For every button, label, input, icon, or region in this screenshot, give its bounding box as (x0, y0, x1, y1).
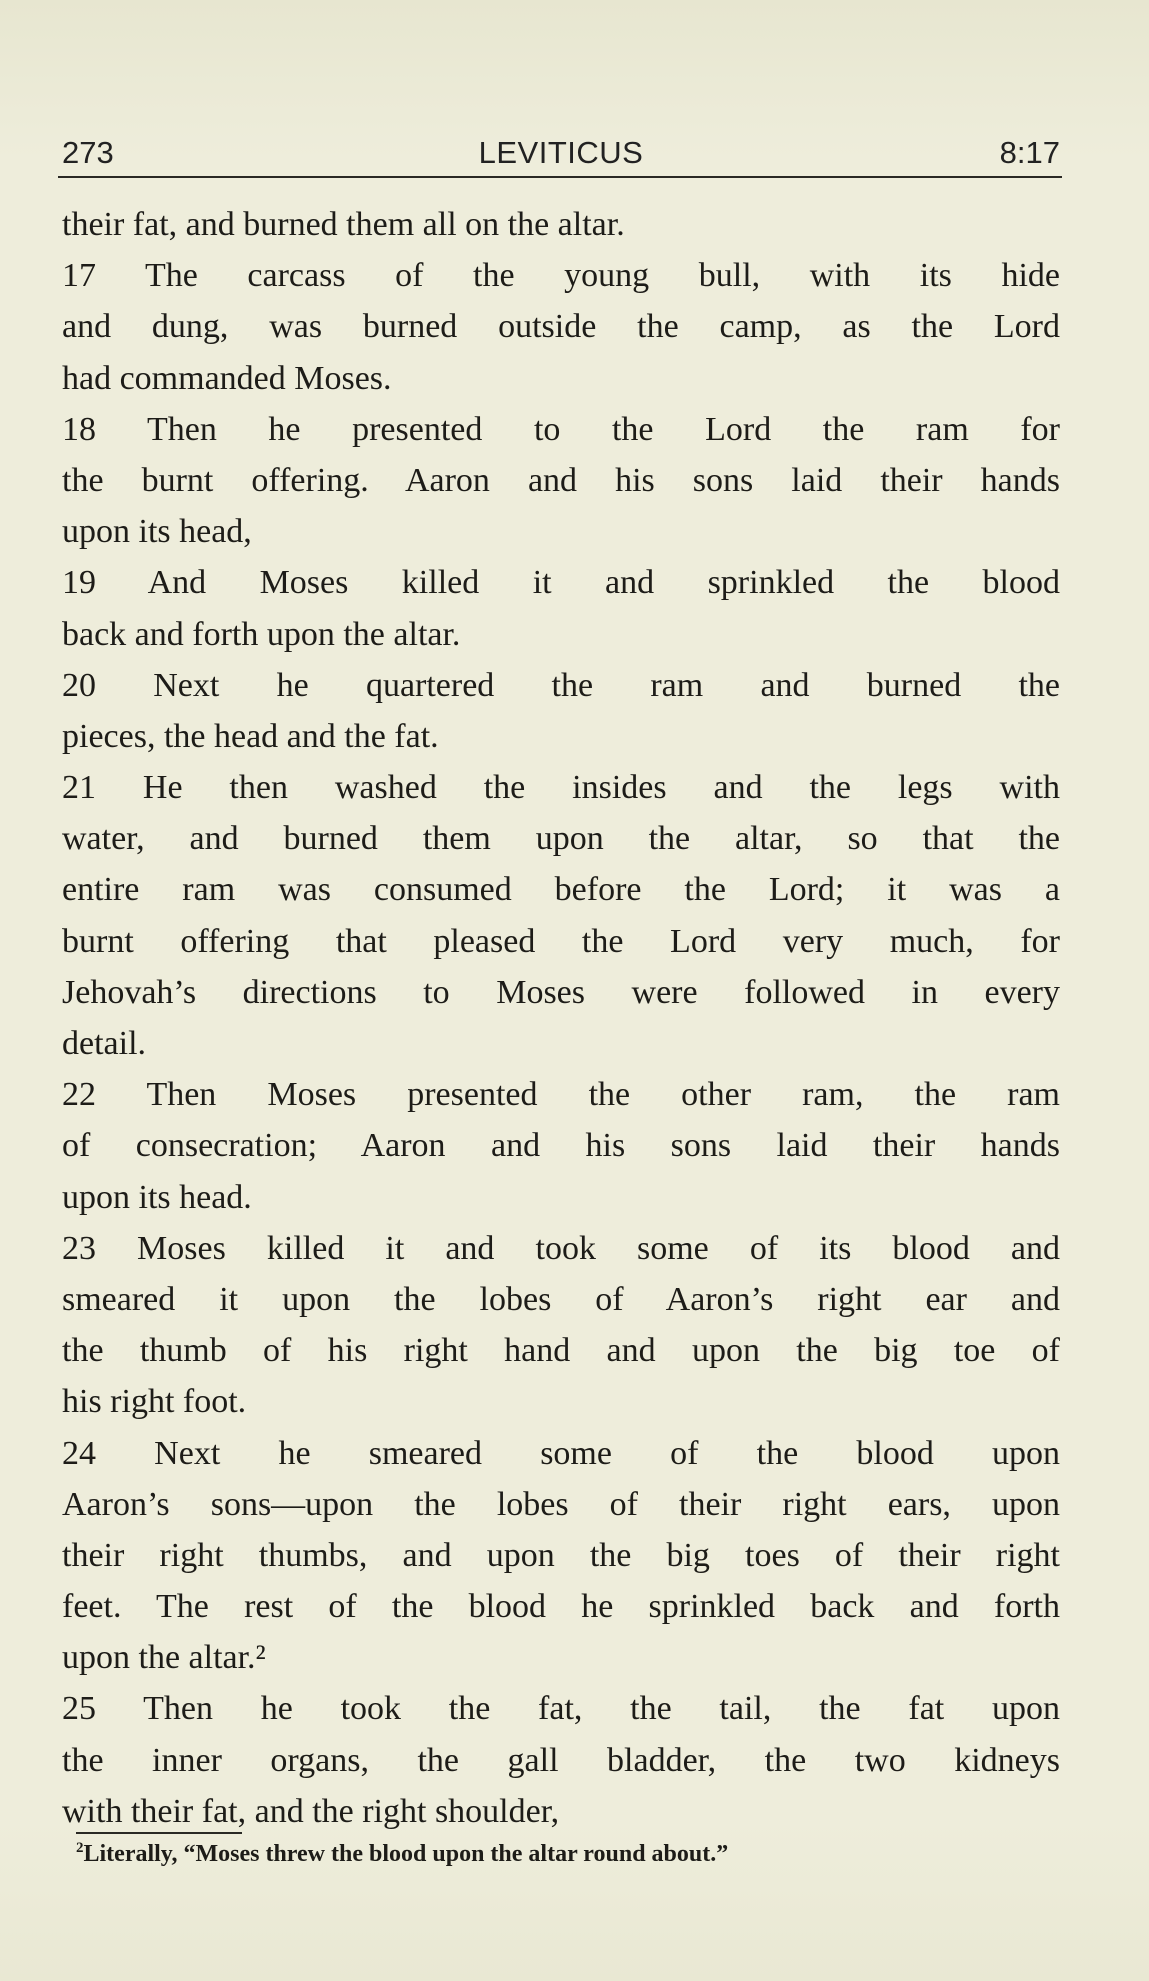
chapter-verse-reference: 8:17 (999, 135, 1060, 170)
book-title: LEVITICUS (478, 135, 644, 170)
text-line: Jehovah’s directions to Moses were followed in every (62, 973, 1060, 1011)
text-line: upon the altar.² (62, 1639, 266, 1677)
text-line: 24 Next he smeared some of the blood upon (62, 1434, 1060, 1472)
scripture-text (62, 199, 1060, 1837)
text-line: 25 Then he took the fat, the tail, the fat upon (62, 1690, 1060, 1728)
text-line: the thumb of his right hand and upon the big toe of (62, 1332, 1060, 1370)
text-line: 20 Next he quartered the ram and burned the (62, 666, 1060, 704)
text-line: back and forth upon the altar. (62, 615, 461, 653)
text-line: 18 Then he presented to the Lord the ram for (62, 410, 1060, 448)
text-line: and dung, was burned outside the camp, as the Lord (62, 308, 1060, 346)
text-line: had commanded Moses. (62, 359, 392, 397)
text-line: their right thumbs, and upon the big toes of their right (62, 1536, 1060, 1574)
running-header (62, 131, 1060, 177)
header-rule (58, 176, 1062, 178)
text-line: detail. (62, 1025, 147, 1062)
footnote-rule (76, 1832, 242, 1834)
text-line: their fat, and burned them all on the altar. (62, 206, 625, 243)
text-line: 21 He then washed the insides and the legs with (62, 769, 1060, 807)
footnote (76, 1840, 728, 1868)
text-line: pieces, the head and the fat. (62, 717, 439, 755)
page-number: 273 (62, 135, 114, 170)
text-line: his right foot. (62, 1383, 247, 1421)
text-line: 19 And Moses killed it and sprinkled the blood (62, 564, 1060, 602)
text-line: 17 The carcass of the young bull, with its hide (62, 257, 1060, 295)
text-line: the inner organs, the gall bladder, the two kidneys (62, 1741, 1060, 1779)
text-line: feet. The rest of the blood he sprinkled back and forth (62, 1588, 1060, 1626)
text-line: 23 Moses killed it and took some of its blood and (62, 1229, 1060, 1267)
text-line: burnt offering that pleased the Lord very much, for (62, 922, 1060, 960)
text-line: water, and burned them upon the altar, so that the (62, 820, 1060, 858)
footnote-marker: 2 (76, 1840, 84, 1856)
text-line: of consecration; Aaron and his sons laid their hands (62, 1127, 1060, 1165)
text-line: entire ram was consumed before the Lord; it was a (62, 871, 1060, 909)
text-line: Aaron’s sons—upon the lobes of their right ears, upon (62, 1485, 1060, 1523)
text-line: 22 Then Moses presented the other ram, the ram (62, 1076, 1060, 1114)
footnote-text: Literally, “Moses threw the blood upon the altar round about.” (83, 1841, 729, 1867)
text-line: smeared it upon the lobes of Aaron’s right ear and (62, 1280, 1060, 1318)
text-line: the burnt offering. Aaron and his sons laid their hands (62, 461, 1060, 499)
text-line: upon its head. (62, 1178, 252, 1216)
text-line: upon its head, (62, 513, 252, 551)
text-line: with their fat, and the right shoulder, (62, 1792, 560, 1830)
